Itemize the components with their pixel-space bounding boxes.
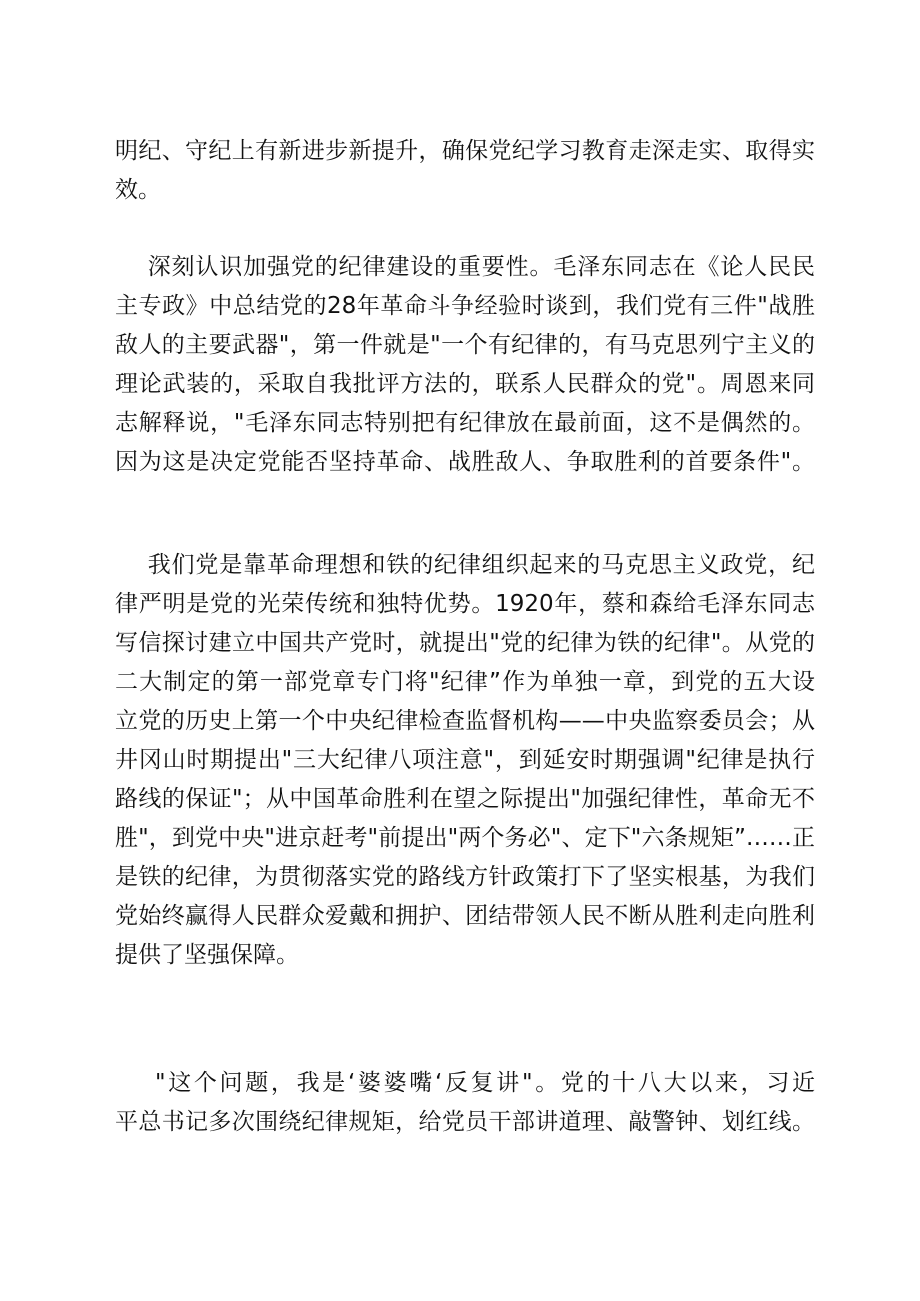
paragraph-line: 立党的历史上第一个中央纪律检查监督机构——中央监察委员会；从 [115,708,815,734]
paragraph-line: 志解释说，"毛泽东同志特别把有纪律放在最前面，这不是偶然的。 [115,410,815,436]
paragraph-line: 律严明是党的光荣传统和独特优势。1920年，蔡和森给毛泽东同志 [115,591,815,617]
paragraph-line: 主专政》中总结党的28年革命斗争经验时谈到，我们党有三件"战胜 [115,293,815,319]
paragraph-line: 因为这是决定党能否坚持革命、战胜敌人、争取胜利的首要条件"。 [115,449,815,475]
paragraph-line: 胜"，到党中央"进京赶考"前提出"两个务必"、定下"六条规矩”……正 [115,825,815,851]
paragraph-line: 明纪、守纪上有新进步新提升，确保党纪学习教育走深走实、取得实 [115,138,815,164]
paragraph-line: 党始终赢得人民群众爱戴和拥护、团结带领人民不断从胜利走向胜利 [115,903,815,929]
paragraph-line: 我们党是靠革命理想和铁的纪律组织起来的马克思主义政党，纪 [115,552,815,578]
paragraph-line: 平总书记多次围绕纪律规矩，给党员干部讲道理、敲警钟、划红线。 [115,1109,815,1135]
paragraph-2 [115,248,815,482]
paragraph-line: 敌人的主要武器"，第一件就是"一个有纪律的，有马克思列宁主义的 [115,332,815,358]
paragraph-line: "这个问题，我是‘婆婆嘴‘反复讲"。党的十八大以来，习近 [115,1070,815,1096]
paragraph-line: 井冈山时期提出"三大纪律八项注意"，到延安时期强调"纪律是执行 [115,747,815,773]
paragraph-line: 写信探讨建立中国共产党时，就提出"党的纪律为铁的纪律"。从党的 [115,630,815,656]
paragraph-line: 深刻认识加强党的纪律建设的重要性。毛泽东同志在《论人民民 [115,254,815,280]
paragraph-3 [115,546,815,975]
paragraph-line: 是铁的纪律，为贯彻落实党的路线方针政策打下了坚实根基，为我们 [115,864,815,890]
paragraph-1 [115,132,815,210]
paragraph-4 [115,1064,815,1142]
paragraph-line: 路线的保证"；从中国革命胜利在望之际提出"加强纪律性，革命无不 [115,786,815,812]
paragraph-line: 提供了坚强保障。 [115,942,299,968]
paragraph-line: 二大制定的第一部党章专门将"纪律”作为单独一章，到党的五大设 [115,669,815,695]
paragraph-line: 理论武装的，采取自我批评方法的，联系人民群众的党"。周恩来同 [115,371,815,397]
paragraph-line: 效。 [115,177,161,203]
